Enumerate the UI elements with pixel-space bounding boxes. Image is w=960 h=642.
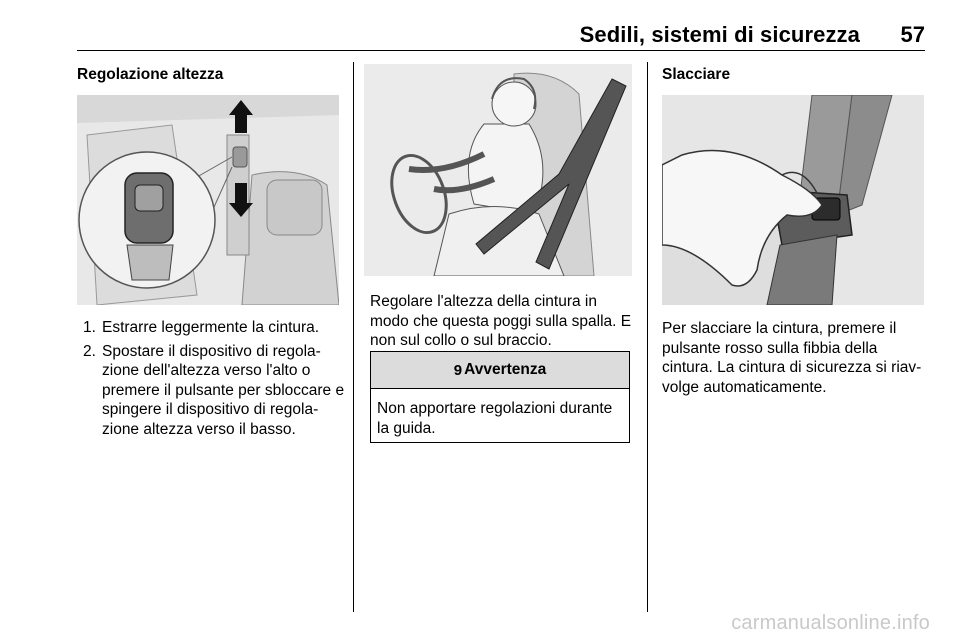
column-divider-1 — [353, 62, 354, 612]
belt-position-paragraph: Regolare l'altezza della cintura in modo che questa poggi sulla spalla. E non sul collo o sul braccio. — [370, 293, 632, 349]
watermark: carmanualsonline.info — [731, 612, 930, 634]
belt-height-adjuster-illustration — [77, 95, 339, 305]
column-divider-2 — [647, 62, 648, 612]
warning-title: Avvertenza — [464, 361, 547, 378]
list-item — [80, 342, 348, 440]
buckle-release-illustration — [662, 95, 924, 305]
section-heading-height-adjust: Regolazione altezza — [77, 66, 224, 83]
warning-header — [371, 352, 629, 389]
step-number: 2. — [83, 342, 96, 360]
adjustment-steps-list — [80, 318, 348, 443]
warning-text: Non apportare regolazioni durante la guida. — [377, 400, 613, 437]
warning-icon: 9 — [453, 361, 463, 379]
step-number: 1. — [83, 319, 96, 336]
seated-driver-belt-illustration — [364, 64, 632, 276]
warning-box — [370, 351, 630, 443]
section-heading-unfasten: Slacciare — [662, 66, 731, 83]
page-number: 57 — [900, 22, 925, 47]
step-text: Spostare il dispositivo di regola-zione dell'altezza verso l'alto o premere il pulsante per sbloccare e spingere il dispositivo di regola-zione altezza verso il basso. — [102, 342, 345, 438]
unfasten-paragraph: Per slacciare la cintura, premere il pulsante rosso sulla fibbia della cintura. La cintura di sicurezza si riav-volge automaticamente. — [662, 320, 922, 396]
page-header-title: Sedili, sistemi di sicurezza — [579, 22, 860, 47]
step-text: Estrarre leggermente la cintura. — [102, 319, 320, 336]
list-item — [80, 318, 348, 338]
header-rule — [77, 50, 925, 51]
